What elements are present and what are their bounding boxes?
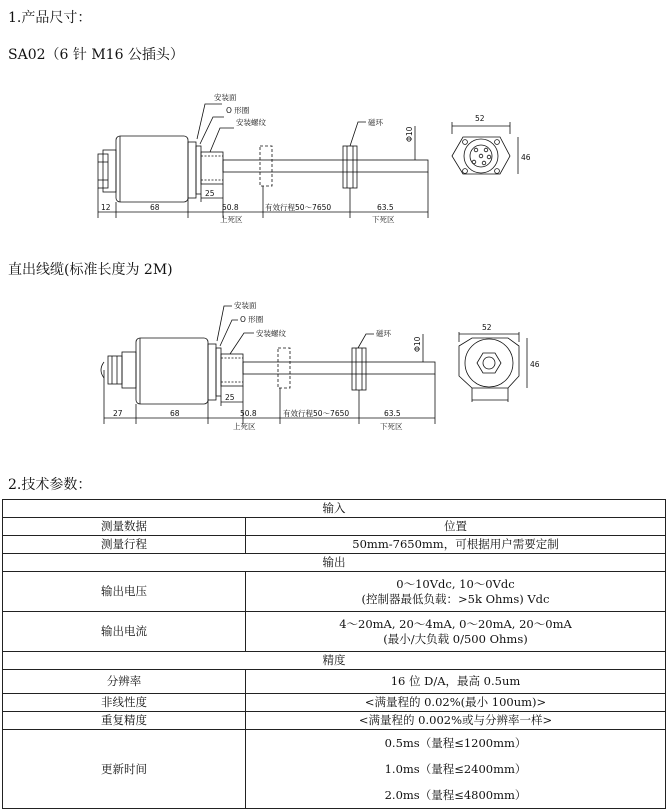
- cable-end: [101, 362, 104, 378]
- measured-data-value: 位置: [246, 518, 666, 536]
- dim-52: 52: [482, 323, 492, 332]
- update-time-line1: 0.5ms（量程≤1200mm）: [384, 736, 527, 750]
- output-voltage-line1: 0～10Vdc, 10～0Vdc: [396, 576, 515, 591]
- callout-magnet-ring: 磁环: [368, 118, 383, 127]
- output-voltage-value: [246, 572, 666, 612]
- update-time-value: [246, 730, 666, 809]
- output-voltage-label: 输出电压: [3, 572, 246, 612]
- end-view-hex: [477, 353, 501, 373]
- magnet-ring-dashed: [260, 146, 272, 186]
- dim-25: 25: [225, 393, 235, 402]
- drawing-sa02-svg: [0, 84, 672, 234]
- repeatability-value: <满量程的 0.002%或与分辨率一样>: [246, 712, 666, 730]
- output-header: 输出: [3, 554, 666, 572]
- callout-o-ring: O 形圈: [240, 315, 264, 324]
- mount-flange: [208, 344, 216, 400]
- callout-mount-thread: 安装螺纹: [256, 329, 286, 338]
- sensor-housing: [136, 338, 208, 404]
- measuring-range-value: 50mm-7650mm，可根据用户需要定制: [246, 536, 666, 554]
- dim-46: 46: [530, 360, 540, 369]
- sensor-rod: [223, 160, 428, 172]
- zone-lower-dead: 下死区: [372, 215, 395, 224]
- mount-thread: [221, 354, 243, 386]
- precision-header: 精度: [3, 652, 666, 670]
- mount-thread: [201, 152, 223, 184]
- update-time-line2: 1.0ms（量程≤2400mm）: [384, 762, 527, 776]
- dim-68: 68: [170, 409, 180, 418]
- variant-sa02-label: SA02（6 针 M16 公插头）: [8, 47, 184, 63]
- output-current-line2: (最小/大负载 0/500 Ohms): [383, 631, 528, 646]
- mount-flange: [188, 142, 196, 198]
- variant-cable-label: 直出线缆(标准长度为 2M): [8, 262, 173, 278]
- end-view-body: [459, 338, 519, 388]
- callout-mount-face: 安装面: [234, 301, 257, 310]
- update-time-line3: 2.0ms（量程≤4800mm）: [384, 788, 527, 802]
- drawing-cable: [0, 296, 672, 440]
- dim-27: 27: [113, 409, 123, 418]
- update-time-label: 更新时间: [3, 730, 246, 809]
- drawing-cable-svg: [0, 296, 672, 436]
- end-view-hex: [452, 137, 510, 174]
- repeatability-label: 重复精度: [3, 712, 246, 730]
- resolution-label: 分辨率: [3, 670, 246, 694]
- nonlinearity-label: 非线性度: [3, 694, 246, 712]
- section1-title: 1.产品尺寸：: [8, 10, 92, 26]
- dim-effective-stroke: 有效行程50～7650: [265, 203, 332, 212]
- sensor-rod: [243, 362, 435, 374]
- callout-mount-thread: 安装螺纹: [236, 118, 266, 127]
- dim-phi10: Φ10: [413, 336, 422, 352]
- dim-63-5: 63.5: [384, 409, 401, 418]
- dim-50-8: 50.8: [240, 409, 257, 418]
- magnet-ring: [343, 146, 357, 188]
- input-header: 输入: [3, 500, 666, 518]
- output-voltage-line2: (控制器最低负载：>5k Ohms) Vdc: [361, 591, 550, 606]
- dim-phi10: Φ10: [405, 126, 414, 142]
- dim-68: 68: [150, 203, 160, 212]
- zone-lower-dead: 下死区: [380, 422, 403, 431]
- output-current-value: [246, 612, 666, 652]
- dim-50-8: 50.8: [222, 203, 239, 212]
- dim-12: 12: [101, 203, 111, 212]
- dim-52: 52: [475, 114, 485, 123]
- measuring-range-label: 测量行程: [3, 536, 246, 554]
- callout-mount-face: 安装面: [214, 93, 237, 102]
- resolution-value: 16 位 D/A，最高 0.5um: [246, 670, 666, 694]
- dim-46: 46: [521, 153, 531, 162]
- magnet-ring: [352, 348, 366, 390]
- output-current-label: 输出电流: [3, 612, 246, 652]
- callout-magnet-ring: 磁环: [376, 329, 391, 338]
- drawing-sa02: [0, 84, 672, 238]
- zone-upper-dead: 上死区: [233, 422, 256, 431]
- dim-25: 25: [205, 189, 215, 198]
- zone-upper-dead: 上死区: [220, 215, 243, 224]
- dim-63-5: 63.5: [377, 203, 394, 212]
- nonlinearity-value: <满量程的 0.02%(最小 100um)>: [246, 694, 666, 712]
- spec-table: [2, 499, 666, 809]
- section2-title: 2.技术参数：: [8, 477, 92, 493]
- cable-gland: [108, 356, 122, 384]
- callout-o-ring: O 形圈: [226, 106, 250, 115]
- dim-effective-stroke: 有效行程50～7650: [283, 409, 350, 418]
- output-current-line1: 4～20mA, 20～4mA, 0～20mA, 20～0mA: [339, 616, 572, 631]
- magnet-ring-dashed: [278, 348, 290, 388]
- measured-data-label: 测量数据: [3, 518, 246, 536]
- sensor-housing: [116, 136, 188, 202]
